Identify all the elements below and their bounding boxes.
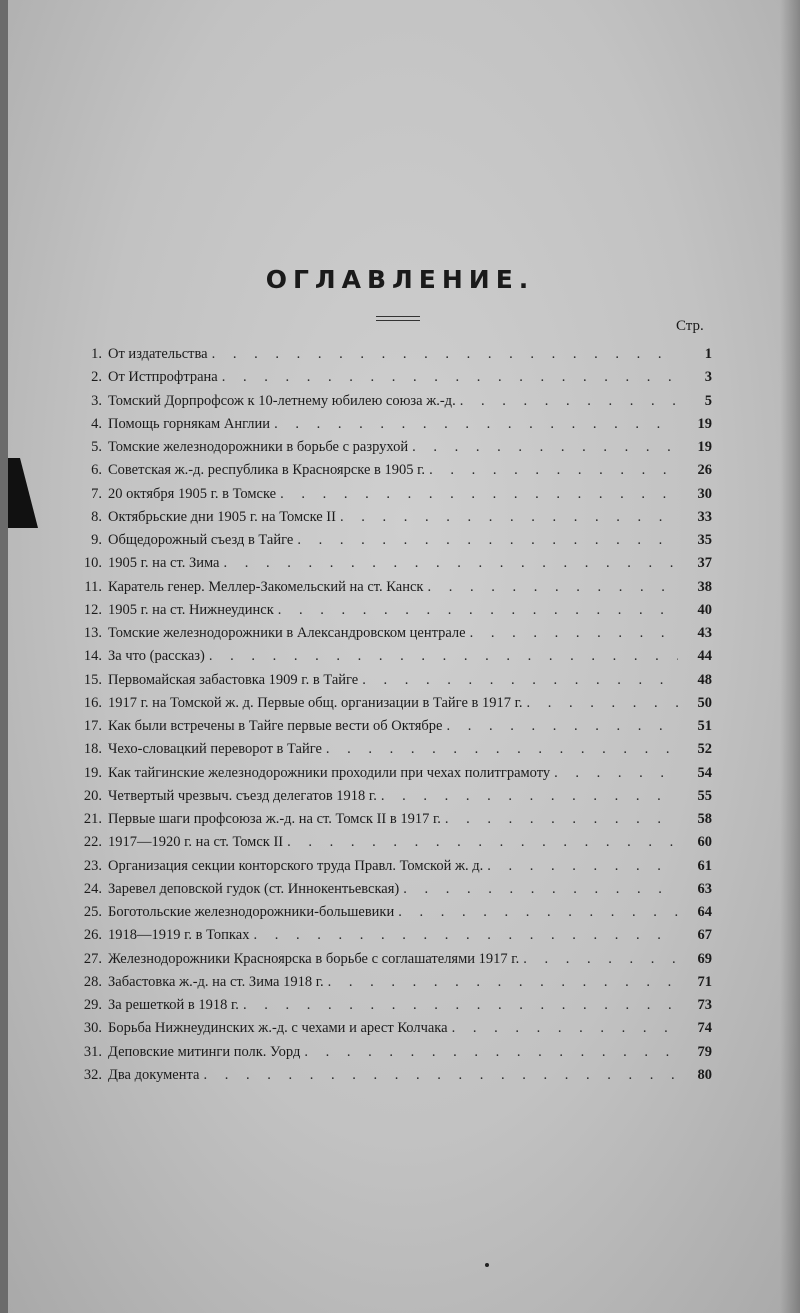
- toc-dot-leader: [554, 765, 678, 782]
- toc-dot-leader: [470, 625, 678, 642]
- toc-entry[interactable]: [60, 416, 712, 439]
- toc-entry-page: 71: [697, 973, 712, 990]
- toc-entry-page: 54: [697, 764, 712, 781]
- toc-entry[interactable]: [60, 881, 712, 904]
- toc-entry-page: 69: [697, 950, 712, 967]
- toc-dot-leader: [460, 393, 678, 410]
- ink-dot: [485, 1263, 489, 1267]
- toc-entry-page: 35: [697, 532, 712, 548]
- toc-dot-leader: [278, 602, 678, 619]
- toc-entry-title: Первомайская забастовка 1909 г. в Тайге: [108, 671, 359, 688]
- toc-dot-leader: [253, 927, 678, 944]
- toc-entry-number: 2.: [91, 369, 102, 386]
- toc-dot-leader: [429, 462, 678, 479]
- toc-entry-page: 63: [697, 880, 712, 897]
- toc-entry-title: Боготольские железнодорожники-большевики: [108, 904, 395, 920]
- toc-entry[interactable]: [60, 369, 712, 392]
- toc-entry-title: Борьба Нижнеудинских ж.-д. с чехами и арест Колчака: [108, 1020, 448, 1037]
- toc-entry-page: 50: [697, 694, 712, 711]
- toc-entry-title: Томские железнодорожники в Александровском централе: [108, 625, 466, 641]
- toc-entry[interactable]: [60, 346, 712, 369]
- binding-tab: [8, 458, 38, 528]
- toc-entry-page: 67: [697, 927, 712, 944]
- toc-entry-page: 74: [697, 1020, 712, 1037]
- toc-entry[interactable]: [60, 811, 712, 834]
- toc-dot-leader: [362, 672, 678, 689]
- toc-entry-number: 10.: [83, 555, 102, 572]
- toc-dot-leader: [212, 346, 678, 363]
- toc-entry-page: 19: [697, 439, 712, 455]
- toc-entry-number: 22.: [83, 834, 102, 851]
- toc-entry[interactable]: [60, 695, 712, 718]
- toc-entry-number: 12.: [83, 601, 102, 618]
- toc-entry[interactable]: [60, 765, 712, 788]
- toc-entry-number: 1.: [91, 346, 102, 362]
- toc-entry-page: 19: [697, 415, 712, 432]
- toc-dot-leader: [328, 974, 678, 991]
- toc-entry-page: 33: [697, 508, 712, 525]
- toc-entry[interactable]: [60, 718, 712, 741]
- toc-entry-page: 58: [697, 811, 712, 827]
- toc-entry-title: Томский Дорпрофсож к 10-летнему юбилею союза ж.-д.: [108, 392, 456, 409]
- toc-entry-title: Первые шаги профсоюза ж.-д. на ст. Томск II в 1917 г.: [108, 811, 441, 827]
- toc-entry[interactable]: [60, 672, 712, 695]
- toc-entry-number: 5.: [91, 439, 102, 455]
- toc-entry[interactable]: [60, 509, 712, 532]
- toc-entry-title: Чехо-словацкий переворот в Тайге: [108, 741, 322, 758]
- toc-dot-leader: [452, 1020, 678, 1037]
- toc-dot-leader: [280, 486, 678, 503]
- toc-entry-title: 1917—1920 г. на ст. Томск II: [108, 834, 284, 851]
- toc-entry-page: 3: [704, 369, 712, 386]
- toc-entry[interactable]: [60, 1044, 712, 1067]
- title-rule-divider: [376, 316, 420, 321]
- toc-entry-title: Заревел деповской гудок (ст. Иннокентьевская): [108, 880, 400, 897]
- toc-entry-number: 3.: [91, 392, 102, 409]
- toc-dot-leader: [222, 369, 678, 386]
- toc-entry-number: 8.: [91, 508, 102, 525]
- toc-entry-number: 30.: [83, 1020, 102, 1037]
- toc-dot-leader: [523, 951, 678, 968]
- toc-entry-title: За что (рассказ): [108, 648, 205, 665]
- toc-entry[interactable]: [60, 834, 712, 857]
- toc-entry-title: Четвертый чрезвыч. съезд делегатов 1918 г.: [108, 787, 377, 804]
- toc-entry-number: 18.: [83, 741, 102, 758]
- toc-entry-title: Два документа: [108, 1066, 200, 1083]
- toc-entry-title: Октябрьские дни 1905 г. на Томске II: [108, 508, 336, 525]
- toc-entry-number: 15.: [83, 671, 102, 688]
- toc-dot-leader: [412, 439, 678, 456]
- toc-entry-number: 6.: [91, 462, 102, 479]
- toc-entry[interactable]: [60, 927, 712, 950]
- toc-entry[interactable]: [60, 974, 712, 997]
- toc-entry-title: 1905 г. на ст. Нижнеудинск: [108, 601, 274, 618]
- toc-entry-page: 61: [697, 857, 712, 874]
- toc-entry-page: 26: [697, 462, 712, 479]
- toc-entry[interactable]: [60, 1067, 712, 1090]
- toc-entry-title: За решеткой в 1918 г.: [108, 997, 239, 1013]
- toc-entry-title: Железнодорожники Красноярска в борьбе с соглашателями 1917 г.: [108, 950, 520, 967]
- toc-dot-leader: [304, 1044, 678, 1061]
- toc-entry-title: Как были встречены в Тайге первые вести об Октябре: [108, 718, 443, 734]
- toc-entry[interactable]: [60, 532, 712, 555]
- toc-entry-page: 60: [697, 834, 712, 851]
- toc-entry[interactable]: [60, 951, 712, 974]
- toc-entry[interactable]: [60, 625, 712, 648]
- toc-dot-leader: [487, 858, 678, 875]
- toc-entry[interactable]: [60, 393, 712, 416]
- toc-dot-leader: [203, 1067, 678, 1084]
- toc-dot-leader: [287, 834, 678, 851]
- toc-dot-leader: [403, 881, 678, 898]
- toc-entry-page: 73: [697, 997, 712, 1013]
- toc-entry-number: 4.: [91, 415, 102, 432]
- toc-entry-title: От издательства: [108, 346, 208, 362]
- toc-entry-title: 1905 г. на ст. Зима: [108, 555, 220, 572]
- toc-dot-leader: [427, 579, 678, 596]
- toc-entry-title: Общедорожный съезд в Тайге: [108, 532, 294, 548]
- toc-entry-title: Как тайгинские железнодорожники проходили при чехах политграмоту: [108, 764, 551, 781]
- toc-entry-number: 26.: [83, 927, 102, 944]
- toc-entry-number: 13.: [83, 625, 102, 641]
- toc-entry-number: 11.: [84, 578, 102, 595]
- page-edge-shadow: [780, 0, 800, 1313]
- toc-entry[interactable]: [60, 555, 712, 578]
- toc-entry-page: 1: [704, 346, 712, 362]
- toc-entry-number: 24.: [83, 880, 102, 897]
- toc-entry[interactable]: [60, 462, 712, 485]
- toc-dot-leader: [274, 416, 678, 433]
- toc-entry-page: 55: [697, 787, 712, 804]
- toc-entry[interactable]: [60, 858, 712, 881]
- toc-entry-number: 27.: [83, 950, 102, 967]
- toc-entry-page: 38: [697, 578, 712, 595]
- toc-dot-leader: [297, 532, 678, 549]
- toc-entry[interactable]: [60, 579, 712, 602]
- toc-entry-number: 32.: [83, 1066, 102, 1083]
- toc-entry[interactable]: [60, 648, 712, 671]
- toc-dot-leader: [223, 555, 678, 572]
- table-of-contents: [60, 346, 712, 1090]
- toc-entry[interactable]: [60, 997, 712, 1020]
- toc-entry-number: 21.: [83, 811, 102, 827]
- toc-entry-number: 23.: [83, 857, 102, 874]
- page-column-header: Стр.: [676, 318, 704, 334]
- toc-entry-number: 20.: [83, 787, 102, 804]
- toc-dot-leader: [398, 904, 678, 921]
- toc-entry-title: Каратель генер. Меллер-Закомельский на ст. Канск: [108, 578, 424, 595]
- toc-entry-title: Организация секции конторского труда Правл. Томской ж. д.: [108, 857, 484, 874]
- toc-entry-page: 79: [697, 1043, 712, 1060]
- toc-entry-number: 31.: [83, 1043, 102, 1060]
- toc-entry-number: 19.: [83, 764, 102, 781]
- toc-entry-title: 1918—1919 г. в Топках: [108, 927, 250, 944]
- toc-entry-title: От Истпрофтрана: [108, 369, 218, 386]
- toc-entry-title: Деповские митинги полк. Уорд: [108, 1043, 301, 1060]
- toc-entry-number: 29.: [83, 997, 102, 1013]
- toc-entry[interactable]: [60, 486, 712, 509]
- toc-dot-leader: [209, 648, 678, 665]
- toc-dot-leader: [326, 741, 678, 758]
- toc-entry-page: 43: [697, 625, 712, 641]
- toc-entry-title: Советская ж.-д. республика в Красноярске в 1905 г.: [108, 462, 426, 479]
- toc-entry-page: 40: [697, 601, 712, 618]
- toc-entry-number: 14.: [83, 648, 102, 665]
- toc-entry-title: 20 октября 1905 г. в Томске: [108, 485, 277, 502]
- toc-entry-page: 64: [697, 904, 712, 920]
- toc-entry[interactable]: [60, 602, 712, 625]
- toc-entry[interactable]: [60, 741, 712, 764]
- toc-entry-page: 52: [697, 741, 712, 758]
- toc-entry[interactable]: [60, 788, 712, 811]
- toc-entry-number: 9.: [91, 532, 102, 548]
- toc-entry-title: Забастовка ж.-д. на ст. Зима 1918 г.: [108, 973, 324, 990]
- toc-entry-number: 28.: [83, 973, 102, 990]
- toc-dot-leader: [527, 695, 678, 712]
- toc-dot-leader: [381, 788, 678, 805]
- toc-entry[interactable]: [60, 1020, 712, 1043]
- toc-entry-number: 16.: [83, 694, 102, 711]
- toc-dot-leader: [446, 718, 678, 735]
- toc-entry-page: 37: [697, 555, 712, 572]
- toc-entry[interactable]: [60, 439, 712, 462]
- toc-entry-page: 44: [697, 648, 712, 665]
- toc-entry-number: 25.: [83, 904, 102, 920]
- toc-entry-page: 30: [697, 485, 712, 502]
- toc-entry-number: 17.: [83, 718, 102, 734]
- toc-entry-title: 1917 г. на Томской ж. д. Первые общ. организации в Тайге в 1917 г.: [108, 694, 523, 711]
- toc-entry[interactable]: [60, 904, 712, 927]
- toc-entry-title: Томские железнодорожники в борьбе с разрухой: [108, 439, 409, 455]
- toc-entry-page: 48: [697, 671, 712, 688]
- toc-entry-number: 7.: [91, 485, 102, 502]
- toc-dot-leader: [445, 811, 678, 828]
- page-title: ОГЛАВЛЕНИЕ.: [265, 265, 535, 294]
- toc-entry-page: 51: [697, 718, 712, 734]
- toc-entry-title: Помощь горнякам Англии: [108, 415, 271, 432]
- toc-entry-page: 5: [704, 392, 712, 409]
- toc-dot-leader: [340, 509, 678, 526]
- toc-entry-page: 80: [697, 1066, 712, 1083]
- toc-dot-leader: [243, 997, 678, 1014]
